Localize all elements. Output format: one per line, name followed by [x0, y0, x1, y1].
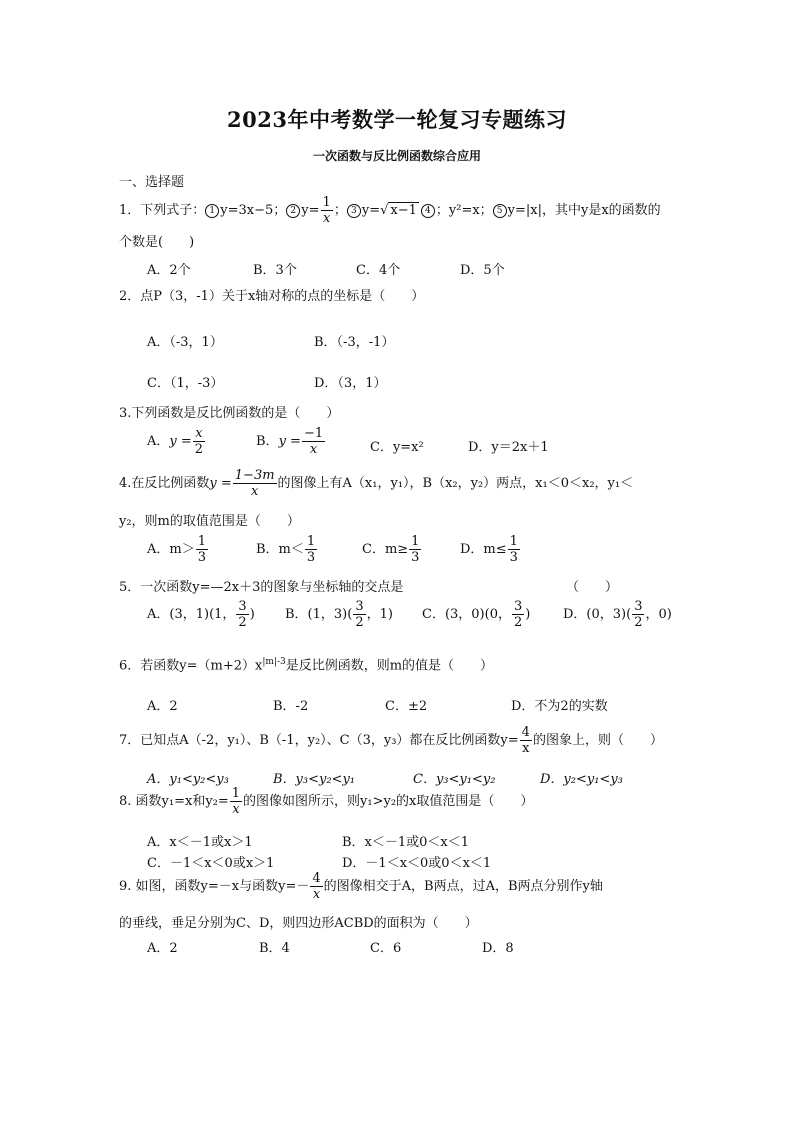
- q1-option-c: C．4个: [356, 263, 401, 278]
- q2-option-b: B．（-3，-1）: [314, 335, 395, 350]
- question-3: 3.下列函数是反比例函数的是（ ）: [119, 406, 340, 421]
- q6-option-a: A．2: [147, 699, 178, 714]
- q9-option-d: D．8: [482, 941, 514, 956]
- q7-option-a: A．y₁<y₂<y₃: [147, 772, 229, 787]
- q9-fraction: $\frac{4}{x}$: [312, 871, 321, 902]
- q8-fraction: $\frac{1}{x}$: [231, 786, 241, 817]
- question-2: 2．点P（3，-1）关于x轴对称的点的坐标是（ ）: [119, 289, 425, 304]
- q1-line2: 个数是( ): [119, 235, 195, 250]
- circled-5-icon: 5: [493, 204, 507, 218]
- q1-option-b: B．3个: [253, 263, 297, 278]
- sqrt-expression: √ x−1: [380, 203, 417, 218]
- question-5: 5．一次函数y=—2x＋3的图象与坐标轴的交点是: [119, 580, 404, 595]
- q5-option-d: D．(0，3)( $\frac{3}{2}$ ，0): [563, 599, 672, 630]
- q8-option-a: A．x＜－1或x＞1: [147, 835, 253, 850]
- q1-option-d: D．5个: [460, 263, 505, 278]
- q2-option-d: D．（3，1）: [314, 376, 387, 391]
- q8-option-c: C．－1＜x＜0或x＞1: [147, 856, 275, 871]
- q8-option-d: D．－1＜x＜0或0＜x＜1: [342, 856, 492, 871]
- q7-fraction: $\frac{4}{x}$: [521, 725, 530, 756]
- question-9: 9. 如图，函数y=－x与函数y=－ $\frac{4}{x}$ 的图像相交于A，B两点，过A，B两点分别作y轴: [119, 871, 603, 902]
- q6-option-d: D．不为2的实数: [511, 699, 608, 714]
- q3-option-a: A．y = $\frac{x}{2}$: [147, 426, 204, 457]
- q4-line2: y₂，则m的取值范围是（ ）: [119, 514, 300, 529]
- q5-answer-paren: （ ）: [566, 580, 619, 595]
- q9-option-a: A．2: [147, 941, 178, 956]
- page-subtitle: 一次函数与反比例函数综合应用: [312, 149, 481, 163]
- q9-line2: 的垂线，垂足分别为C、D，则四边形ACBD的面积为（ ）: [119, 916, 478, 931]
- circled-4-icon: 4: [421, 204, 435, 218]
- q4-fraction: $\frac{1-3m}{x}$: [234, 468, 275, 499]
- q2-option-a: A．（-3，1）: [147, 335, 223, 350]
- q3-option-c: C．y=x²: [370, 440, 424, 455]
- question-8: 8. 函数y₁=x和y₂= $\frac{1}{x}$ 的图像如图所示，则y₁>y₂的x取值范围是（ ）: [119, 786, 534, 817]
- q5-option-c: C．(3，0)(0， $\frac{3}{2}$ ): [422, 599, 531, 630]
- q3-option-b: B．y = $\frac{-1}{x}$: [256, 426, 324, 457]
- q3-option-d: D．y＝2x＋1: [468, 440, 549, 455]
- page-title: 2023年中考数学一轮复习专题练习: [227, 107, 567, 132]
- q6-option-b: B．-2: [273, 699, 309, 714]
- question-7: 7．已知点A（-2，y₁）、B（-1，y₂）、C（3，y₃）都在反比例函数y= $\frac{4}{x}$ 的图象上，则（ ）: [119, 725, 663, 756]
- section-heading: 一、选择题: [119, 175, 185, 190]
- question-4: 4.在反比例函数y = $\frac{1-3m}{x}$ 的图像上有A（x₁，y₁），B（x₂，y₂）两点，x₁＜0＜x₂，y₁＜: [119, 468, 634, 499]
- q2-option-c: C．（1，-3）: [147, 376, 224, 391]
- q1-fraction: $\frac{1}{x}$: [322, 195, 331, 226]
- q5-option-b: B．(1，3)( $\frac{3}{2}$ ，1): [285, 599, 393, 630]
- q9-option-b: B．4: [259, 941, 290, 956]
- q1-option-a: A．2个: [147, 263, 191, 278]
- q4-option-a: A．m＞ $\frac{1}{3}$: [147, 534, 206, 565]
- q4-option-d: D．m≤ $\frac{1}{3}$: [460, 534, 518, 565]
- q7-option-c: C．y₃<y₁<y₂: [413, 772, 496, 787]
- circled-1-icon: 1: [205, 204, 219, 218]
- q6-option-c: C．±2: [385, 699, 428, 714]
- question-1: 1．下列式子： 1 y=3x−5； 2 y= $\frac{1}{x}$ ； 3 y=√ x−1 4 ；y²=x； 5 y=|x|，其中y是x的函数的: [119, 195, 661, 226]
- q5-option-a: A．(3，1)(1， $\frac{3}{2}$ ): [147, 599, 255, 630]
- q4-option-c: C．m≥ $\frac{1}{3}$: [362, 534, 420, 565]
- q1-prefix: 1．下列式子：: [119, 203, 206, 218]
- q1-item1: y=3x−5；: [220, 203, 287, 218]
- question-6: 6．若函数$y=(m+2)x^{|m|-3}$是反比例函数，则m的值是（ ）: [119, 657, 494, 674]
- q7-option-b: B．y₃<y₂<y₁: [273, 772, 356, 787]
- q8-option-b: B．x＜－1或0＜x＜1: [342, 835, 470, 850]
- q7-option-d: D．y₂<y₁<y₃: [540, 772, 623, 787]
- q4-option-b: B．m＜ $\frac{1}{3}$: [256, 534, 316, 565]
- q9-option-c: C．6: [370, 941, 402, 956]
- circled-3-icon: 3: [347, 204, 361, 218]
- circled-2-icon: 2: [286, 204, 300, 218]
- q1-item2: y=: [301, 203, 320, 218]
